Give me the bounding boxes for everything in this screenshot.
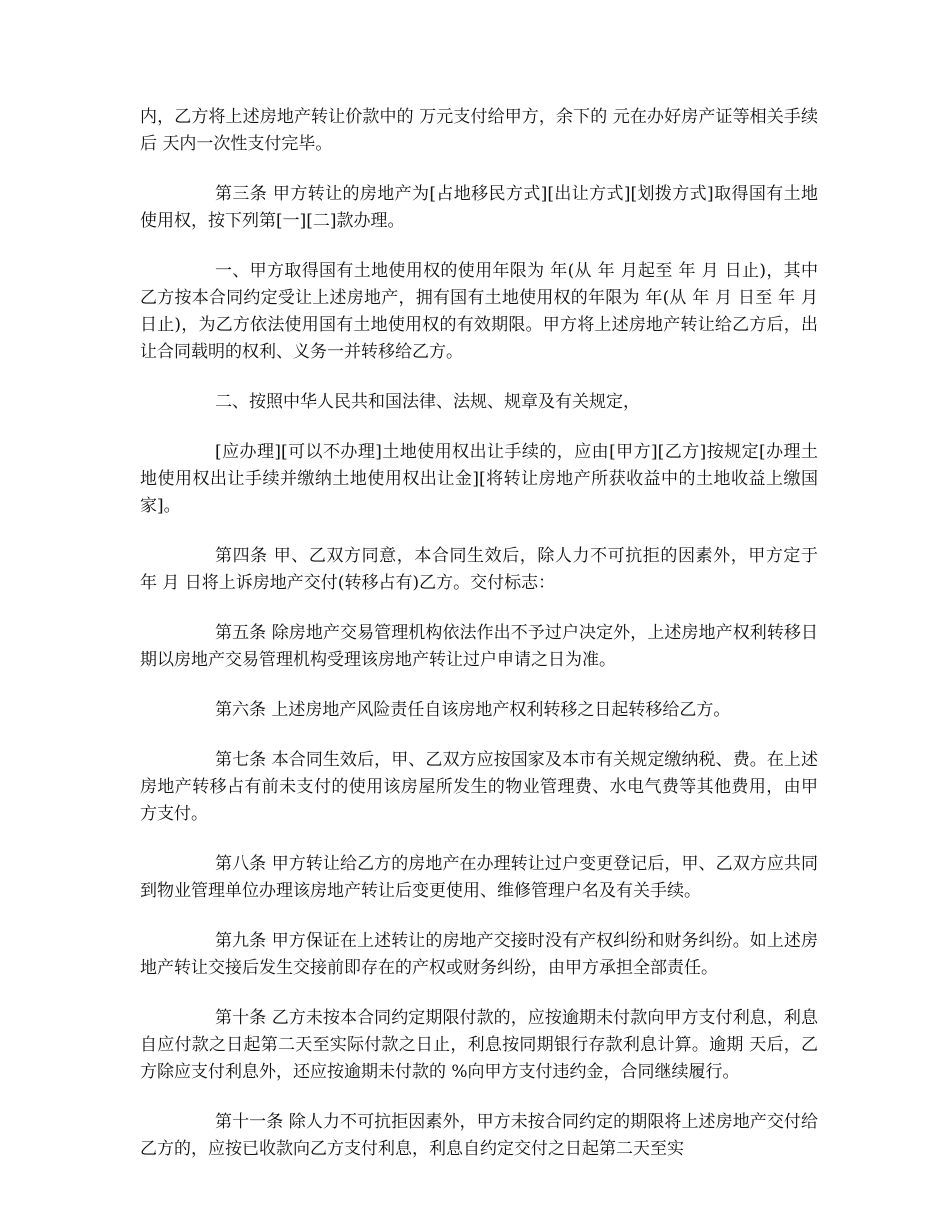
- clause-11: 第十一条 除人力不可抗拒因素外，甲方未按合同约定的期限将上述房地产交付给乙方的，应按已收款向乙方支付利息，利息自约定交付之日起第二天至实: [140, 1112, 818, 1159]
- clause-3-item-2: 二、按照中华人民共和国法律、法规、规章及有关规定，: [215, 392, 640, 412]
- clause-5: 第五条 除房地产交易管理机构依法作出不予过户决定外，上述房地产权利转移日期以房地产交易管理机构受理该房地产转让过户申请之日为准。: [140, 623, 818, 670]
- clause-8: 第八条 甲方转让给乙方的房地产在办理转让过户变更登记后，甲、乙双方应共同到物业管理单位办理该房地产转让后变更使用、维修管理户名及有关手续。: [140, 854, 818, 901]
- clause-3-item-1: 一、甲方取得国有土地使用权的使用年限为 年(从 年 月起至 年 月 日止)，其中乙方按本合同约定受让上述房地产，拥有国有土地使用权的年限为 年(从 年 月 日至 年 月 日止)，为乙方依法使用国有土地使用权的有效期限。甲方将上述房地产转让给乙方后，出让合同载明的权利、义务一并转移给乙方。: [140, 261, 818, 362]
- paragraph-continuation: 内，乙方将上述房地产转让价款中的 万元支付给甲方，余下的 元在办好房产证等相关手续后 天内一次性支付完毕。: [140, 107, 818, 154]
- clause-3: 第三条 甲方转让的房地产为[占地移民方式][出让方式][划拨方式]取得国有土地使用权，按下列第[一][二]款办理。: [140, 184, 818, 231]
- clause-9: 第九条 甲方保证在上述转让的房地产交接时没有产权纠纷和财务纠纷。如上述房地产转让交接后发生交接前即存在的产权或财务纠纷，由甲方承担全部责任。: [140, 931, 818, 978]
- clause-7: 第七条 本合同生效后，甲、乙双方应按国家及本市有关规定缴纳税、费。在上述房地产转移占有前未支付的使用该房屋所发生的物业管理费、水电气费等其他费用，由甲方支付。: [140, 750, 818, 824]
- clause-10: 第十条 乙方未按本合同约定期限付款的，应按逾期未付款向甲方支付利息，利息自应付款之日起第二天至实际付款之日止，利息按同期银行存款利息计算。逾期 天后，乙方除应支付利息外，还应按逾期未付款的 %向甲方支付违约金，合同继续履行。: [140, 1008, 818, 1082]
- document-body: [140, 104, 818, 1186]
- clause-3-item-2-detail: [应办理][可以不办理]土地使用权出让手续的，应由[甲方][乙方]按规定[办理土地使用权出让手续并缴纳土地使用权出让金][将转让房地产所获收益中的土地收益上缴国家]。: [140, 442, 818, 516]
- clause-6: 第六条 上述房地产风险责任自该房地产权利转移之日起转移给乙方。: [215, 700, 731, 720]
- clause-4: 第四条 甲、乙双方同意，本合同生效后，除人力不可抗拒的因素外，甲方定于 年 月 日将上诉房地产交付(转移占有)乙方。交付标志：: [140, 546, 818, 593]
